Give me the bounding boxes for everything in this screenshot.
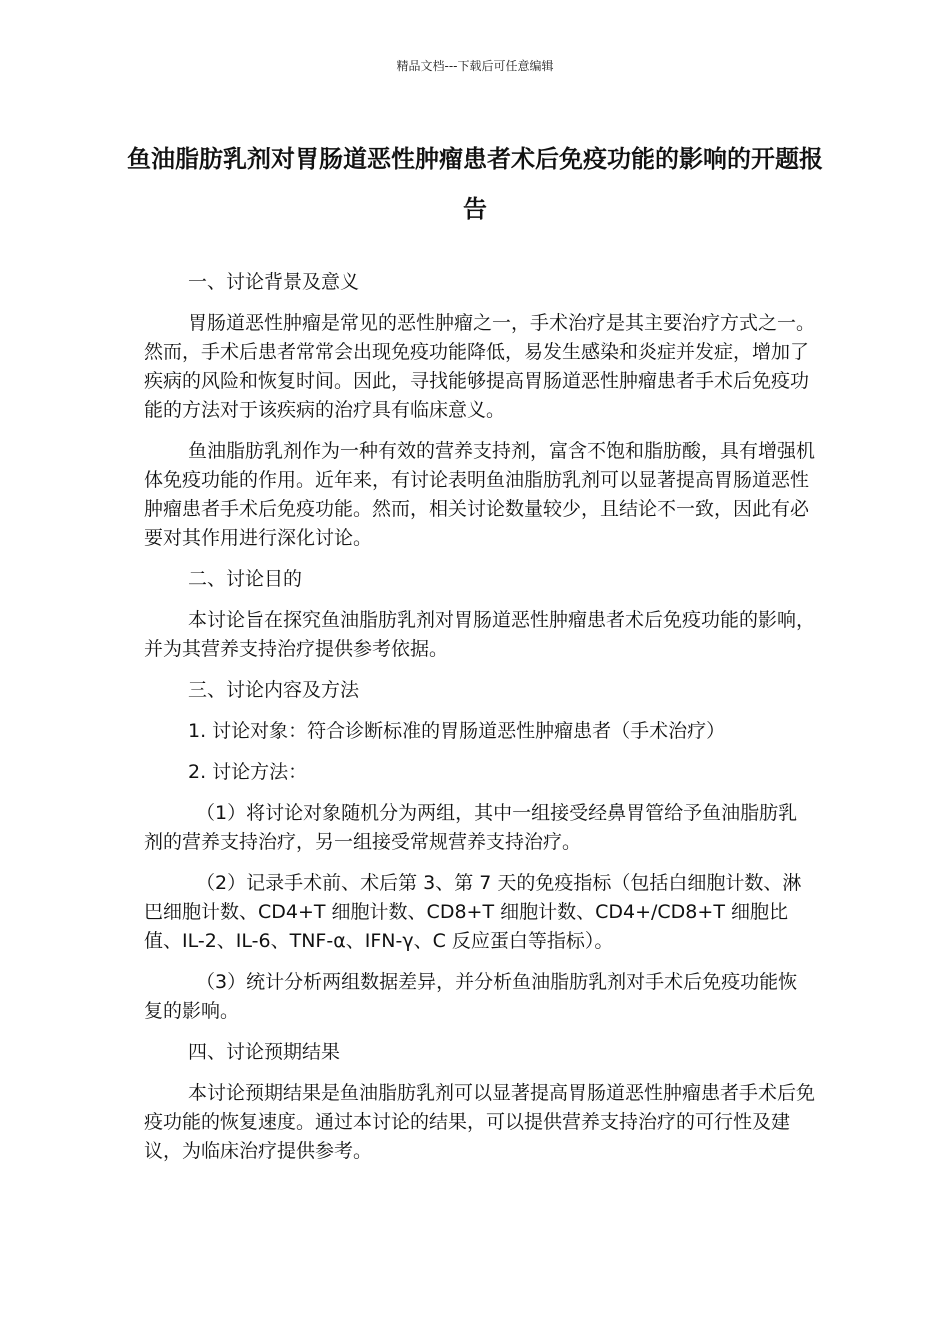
methods-subitem-2: （2）记录手术前、术后第 3、第 7 天的免疫指标（包括白细胞计数、淋巴细胞计数、CD4+T 细胞计数、CD8+T 细胞计数、CD4+/CD8+T 细胞比值、IL-2、IL-6、TNF-α、IFN-γ、C 反应蛋白等指标）。 — [144, 872, 802, 952]
methods-subitem-3: （3）统计分析两组数据差异，并分析鱼油脂肪乳剂对手术后免疫功能恢复的影响。 — [144, 971, 798, 1022]
methods-item-approach: 2. 讨论方法： — [188, 761, 308, 783]
section-heading-methods: 三、讨论内容及方法 — [188, 679, 360, 701]
paragraph-background-2: 鱼油脂肪乳剂作为一种有效的营养支持剂，富含不饱和脂肪酸，具有增强机体免疫功能的作用。近年来，有讨论表明鱼油脂肪乳剂可以显著提高胃肠道恶性肿瘤患者手术后免疫功能。然而，相关讨论数量较少，且结论不一致，因此有必要对其作用进行深化讨论。 — [144, 440, 816, 549]
section-heading-purpose: 二、讨论目的 — [188, 568, 303, 590]
paragraph-background-1: 胃肠道恶性肿瘤是常见的恶性肿瘤之一，手术治疗是其主要治疗方式之一。然而，手术后患者常常会出现免疫功能降低，易发生感染和炎症并发症，增加了疾病的风险和恢复时间。因此，寻找能够提高胃肠道恶性肿瘤患者手术后免疫功能的方法对于该疾病的治疗具有临床意义。 — [144, 312, 816, 421]
section-heading-expected-results: 四、讨论预期结果 — [188, 1041, 341, 1063]
methods-item-subjects: 1. 讨论对象：符合诊断标准的胃肠道恶性肿瘤患者（手术治疗） — [188, 720, 726, 742]
methods-subitem-1: （1）将讨论对象随机分为两组，其中一组接受经鼻胃管给予鱼油脂肪乳剂的营养支持治疗，另一组接受常规营养支持治疗。 — [144, 802, 798, 853]
paragraph-expected-results: 本讨论预期结果是鱼油脂肪乳剂可以显著提高胃肠道恶性肿瘤患者手术后免疫功能的恢复速度。通过本讨论的结果，可以提供营养支持治疗的可行性及建议，为临床治疗提供参考。 — [144, 1082, 816, 1162]
section-heading-background: 一、讨论背景及意义 — [188, 271, 360, 293]
paragraph-purpose: 本讨论旨在探究鱼油脂肪乳剂对胃肠道恶性肿瘤患者术后免疫功能的影响，并为其营养支持治疗提供参考依据。 — [144, 609, 816, 660]
page-header: 精品文档---下载后可任意编辑 — [396, 59, 554, 73]
document-body — [144, 268, 816, 1178]
document-title: 鱼油脂肪乳剂对胃肠道恶性肿瘤患者术后免疫功能的影响的开题报告 — [127, 145, 823, 223]
